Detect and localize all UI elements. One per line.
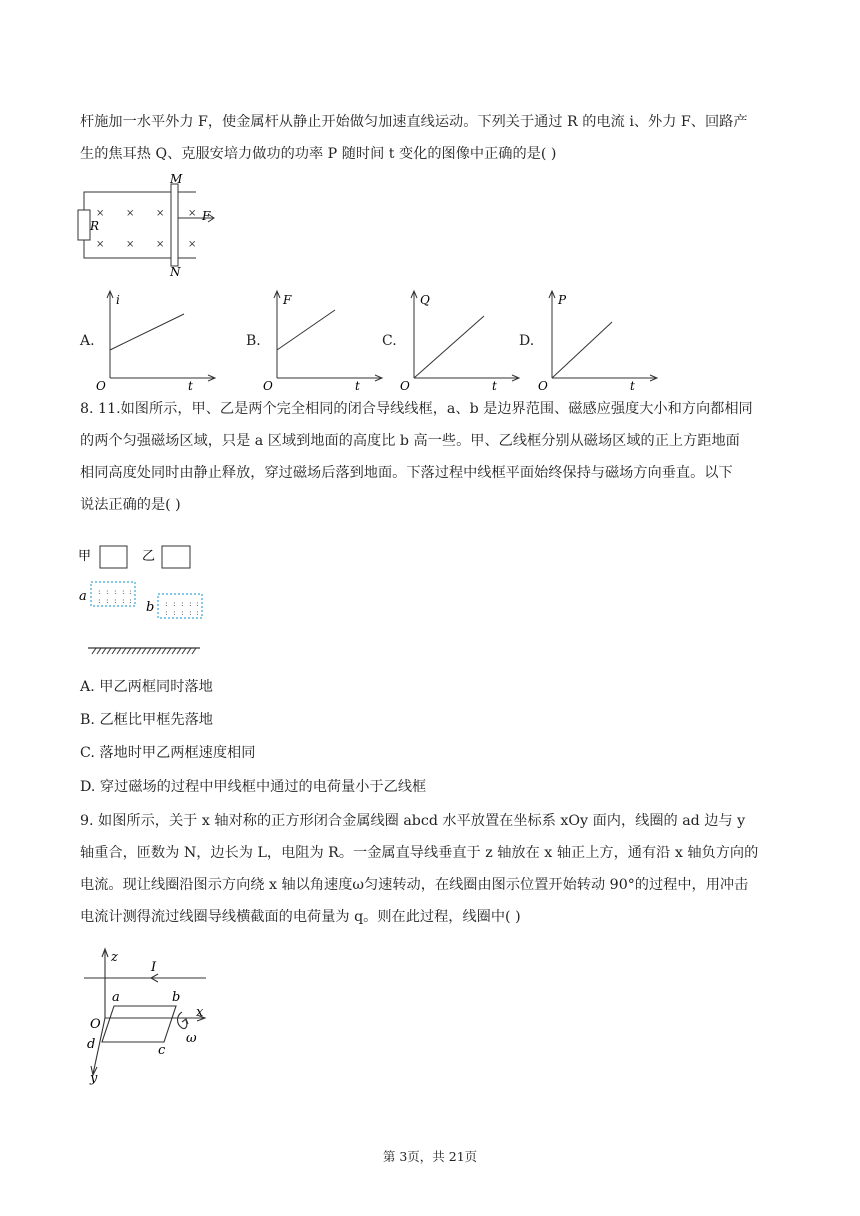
svg-text:×: × — [188, 239, 197, 250]
label-b: b — [172, 990, 181, 1005]
svg-text:×: × — [96, 239, 105, 250]
svg-text::: : — [114, 596, 117, 605]
label-y: y — [90, 1071, 98, 1086]
q8-text-line1: 8. 11.如图所示，甲、乙是两个完全相同的闭合导线线框，a、b 是边界范围、磁感应强度大小和方向都相同 — [80, 401, 753, 417]
q9-coil-figure — [78, 946, 228, 1086]
label-z: z — [111, 950, 118, 965]
option-a-graph — [92, 286, 222, 390]
option-d-x-label: t — [630, 379, 635, 390]
label-N: N — [170, 265, 181, 279]
svg-text::: : — [173, 599, 176, 608]
svg-text::: : — [196, 608, 199, 617]
option-d-origin: O — [538, 379, 548, 390]
svg-text:×: × — [156, 239, 165, 250]
q8-option-c: C. 落地时甲乙两框速度相同 — [80, 745, 256, 761]
option-d-line — [552, 322, 612, 378]
option-b-graph — [259, 286, 389, 390]
option-a-label: A. — [80, 333, 95, 349]
rotation-arrow — [178, 1012, 187, 1029]
option-c-label: C. — [382, 333, 397, 349]
coil-abcd — [102, 1006, 176, 1042]
svg-text::: : — [181, 608, 184, 617]
frame-jia — [100, 546, 127, 568]
q8-option-b: B. 乙框比甲框先落地 — [80, 712, 213, 728]
label-d: d — [87, 1037, 96, 1052]
q8-frames-figure — [76, 538, 216, 660]
frame-yi — [162, 546, 190, 568]
svg-text::: : — [122, 596, 125, 605]
option-b-y-label: F — [283, 293, 292, 307]
q8-text-line3: 相同高度处同时由静止释放，穿过磁场后落到地面。下落过程中线框平面始终保持与磁场方向垂直。以下 — [80, 465, 733, 481]
label-c: c — [158, 1043, 166, 1058]
q9-text-line1: 9. 如图所示，关于 x 轴对称的正方形闭合金属线圈 abcd 水平放置在坐标系 xOy 面内，线圈的 ad 边与 y — [80, 813, 746, 829]
svg-text::: : — [173, 608, 176, 617]
option-c-line — [414, 316, 484, 378]
q8-text-line4: 说法正确的是( ) — [80, 497, 181, 513]
svg-text::: : — [122, 587, 125, 596]
svg-text::: : — [129, 587, 132, 596]
q9-text-line4: 电流计测得流过线圈导线横截面的电荷量为 q。则在此过程，线圈中( ) — [80, 909, 521, 925]
option-c-graph — [396, 286, 526, 390]
label-F: F — [202, 209, 211, 223]
svg-text:×: × — [188, 208, 197, 219]
label-x: x — [196, 1005, 204, 1020]
option-b-origin: O — [263, 379, 273, 390]
svg-text::: : — [196, 599, 199, 608]
option-b-line — [277, 310, 335, 350]
option-d-label: D. — [519, 333, 535, 349]
label-R: R — [90, 219, 100, 233]
svg-text::: : — [181, 599, 184, 608]
option-b-label: B. — [246, 333, 261, 349]
svg-text:×: × — [156, 208, 165, 219]
page-number-footer: 第 3页，共 21页 — [382, 1149, 478, 1164]
svg-text::: : — [129, 596, 132, 605]
q8-option-a: A. 甲乙两框同时落地 — [80, 679, 213, 695]
label-a: a — [112, 990, 120, 1005]
svg-text::: : — [106, 587, 109, 596]
option-a-x-label: t — [188, 379, 193, 390]
svg-text::: : — [165, 599, 168, 608]
label-O: O — [90, 1017, 101, 1032]
option-a-y-label: i — [116, 293, 120, 307]
option-c-origin: O — [400, 379, 410, 390]
label-omega: ω — [186, 1031, 197, 1046]
label-jia: 甲 — [78, 549, 92, 564]
q9-text-line2: 轴重合，匝数为 N，边长为 L，电阻为 R。一金属直导线垂直于 z 轴放在 x 轴正上方，通有沿 x 轴负方向的 — [80, 845, 759, 861]
label-a: a — [79, 589, 87, 604]
svg-text::: : — [106, 596, 109, 605]
option-b-x-label: t — [355, 379, 360, 390]
svg-text::: : — [165, 608, 168, 617]
svg-text:×: × — [96, 208, 105, 219]
q8-text-line2: 的两个匀强磁场区域，只是 a 区域到地面的高度比 b 高一些。甲、乙线框分别从磁场区域的正上方距地面 — [80, 433, 740, 449]
svg-text::: : — [98, 587, 101, 596]
q7-text-line1: 杆施加一水平外力 F，使金属杆从静止开始做匀加速直线运动。下列关于通过 R 的电流 i、外力 F、回路产 — [80, 114, 748, 130]
option-d-y-label: P — [558, 293, 567, 307]
label-M: M — [170, 172, 183, 186]
option-a-line — [110, 314, 184, 350]
option-d-graph — [534, 286, 664, 390]
option-a-origin: O — [96, 379, 106, 390]
svg-text::: : — [189, 608, 192, 617]
option-c-x-label: t — [492, 379, 497, 390]
q7-circuit-figure — [74, 172, 234, 280]
q9-text-line3: 电流。现让线圈沿图示方向绕 x 轴以角速度ω匀速转动，在线圈由图示位置开始转动 90°的过程中，用冲击 — [80, 877, 749, 893]
q7-text-line2: 生的焦耳热 Q、克服安培力做功的功率 P 随时间 t 变化的图像中正确的是( ) — [80, 146, 557, 162]
svg-text::: : — [114, 587, 117, 596]
svg-text:×: × — [126, 239, 135, 250]
svg-text:×: × — [126, 208, 135, 219]
q8-option-d: D. 穿过磁场的过程中甲线框中通过的电荷量小于乙线框 — [80, 779, 427, 795]
label-b: b — [146, 600, 155, 615]
svg-text::: : — [189, 599, 192, 608]
option-c-y-label: Q — [420, 293, 430, 307]
label-I: I — [151, 960, 157, 975]
label-yi: 乙 — [142, 549, 156, 564]
svg-text::: : — [98, 596, 101, 605]
